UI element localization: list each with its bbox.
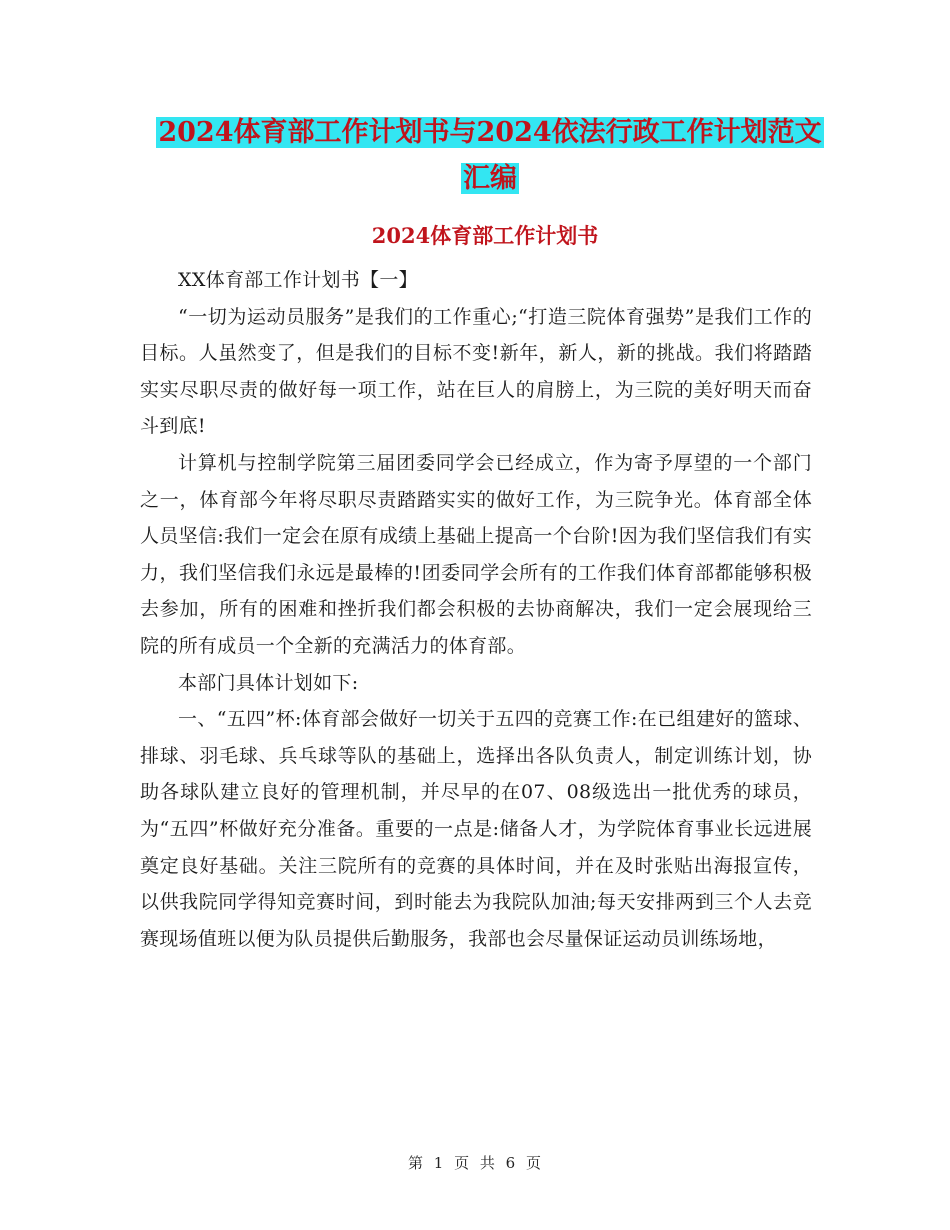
title-line-2: 汇编 <box>463 163 517 194</box>
page-footer: 第 1 页 共 6 页 <box>408 1154 542 1172</box>
paragraph-1: XX体育部工作计划书【一】 <box>178 269 418 291</box>
document-title <box>140 110 840 202</box>
body-text <box>140 262 812 957</box>
paragraph-4: 本部门具体计划如下: <box>178 671 359 694</box>
title-line-1: 2024体育部工作计划书与2024依法行政工作计划范文 <box>158 117 822 148</box>
paragraph-2: “一切为运动员服务”是我们的工作重心;“打造三院体育强势”是我们工作的目标。人虽然变了，但是我们的目标不变!新年，新人，新的挑战。我们将踏踏实实尽职尽责的做好每一项工作，站在巨人的肩膀上，为三院的美好明天而奋斗到底! <box>140 305 812 438</box>
paragraph-5: 一、“五四”杯:体育部会做好一切关于五四的竞赛工作:在已组建好的篮球、排球、羽毛球、兵乓球等队的基础上，选择出各队负责人，制定训练计划，协助各球队建立良好的管理机制，并尽早的在07、08级选出一批优秀的球员，为“五四”杯做好充分准备。重要的一点是:储备人才，为学院体育事业长远进展奠定良好基础。关注三院所有的竞赛的具体时间，并在及时张贴出海报宣传，以供我院同学得知竞赛时间，到时能去为我院队加油;每天安排两到三个人去竞赛现场值班以便为队员提供后勤服务，我部也会尽量保证运动员训练场地， <box>140 708 812 950</box>
section-title: 2024体育部工作计划书 <box>371 223 599 248</box>
paragraph-3: 计算机与控制学院第三届团委同学会已经成立，作为寄予厚望的一个部门之一，体育部今年将尽职尽责踏踏实实的做好工作，为三院争光。体育部全体人员坚信:我们一定会在原有成绩上基础上提高一个台阶!因为我们坚信我们有实力，我们坚信我们永远是最棒的!团委同学会所有的工作我们体育部都能够积极去参加，所有的困难和挫折我们都会积极的去协商解决，我们一定会展现给三院的所有成员一个全新的充满活力的体育部。 <box>140 451 812 657</box>
